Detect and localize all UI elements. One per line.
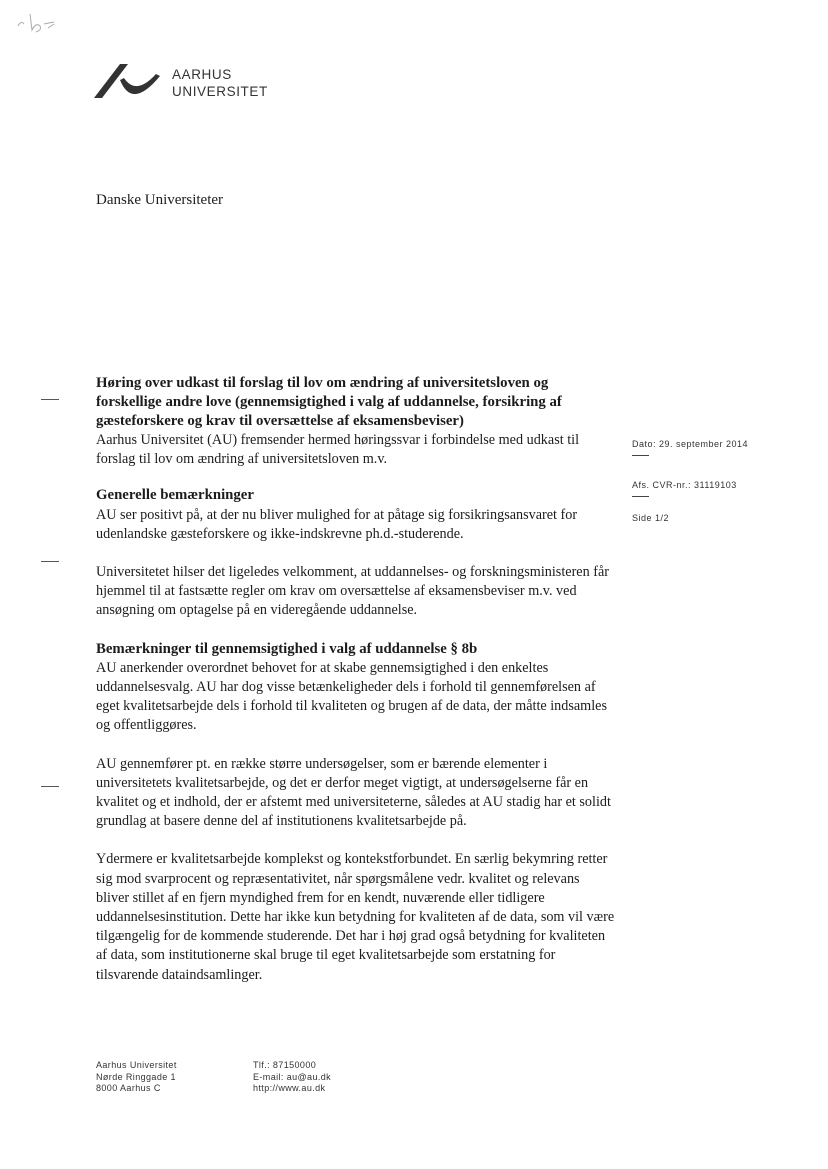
letter-body [96, 374, 616, 985]
letter-meta [632, 439, 748, 523]
au-logo-icon [94, 62, 164, 102]
scan-mark-icon [14, 8, 64, 36]
letter-title: Høring over udkast til forslag til lov om ændring af universitetsloven og forskellige andre love (gennemsigtighed i valg af uddannelse, forsikring af gæsteforskere og krav til oversættelse af eksamensbeviser) [96, 375, 562, 429]
margin-dash [41, 561, 59, 562]
intro-paragraph: Aarhus Universitet (AU) fremsender hermed høringssvar i forbindelse med udkast til forslag til lov om ændring af universitetsloven m.v. [96, 432, 580, 468]
footer-address-line: Nørde Ringgade 1 [96, 1071, 176, 1082]
section-heading-general: Generelle bemærkninger [96, 487, 254, 504]
footer-contact [253, 1060, 331, 1095]
footer-address-line: Aarhus Universitet [96, 1060, 177, 1070]
au-logo [94, 62, 294, 102]
recipient: Danske Universiteter [96, 192, 224, 208]
footer-address-line: 8000 Aarhus C [96, 1083, 161, 1093]
page-number: Side 1/2 [632, 513, 670, 523]
letter-date: Dato: 29. september 2014 [632, 439, 749, 449]
margin-dash [41, 786, 59, 787]
logo-line-2: UNIVERSITET [172, 84, 268, 99]
footer-email[interactable]: E-mail: au@au.dk [253, 1071, 332, 1082]
paragraph: Universitetet hilser det ligeledes velkomment, at uddannelses- og forskningsministeren får hjemmel til at fastsætte regler om krav om oversættelse af eksamensbeviser m.v. ved ansøgning om optagelse på en videregående uddannelse. [96, 564, 609, 619]
margin-dash [41, 399, 59, 400]
footer-address [96, 1060, 177, 1095]
logo-line-1: AARHUS [172, 67, 232, 82]
paragraph: AU gennemfører pt. en række større undersøgelser, som er bærende elementer i universitetets kvalitetsarbejde, og det er derfor meget vigtigt, at undersøgelserne får en kvalitet og et indhold, der er afstemt med universiteterne, således at AU stadig har et solidt grundlag at basere denne del af institutionens kvalitetsarbejde på. [96, 755, 611, 830]
footer-phone: Tlf.: 87150000 [253, 1060, 317, 1070]
section-heading-transparency: Bemærkninger til gennemsigtighed i valg af uddannelse § 8b [96, 640, 478, 657]
paragraph: AU ser positivt på, at der nu bliver mulighed for at påtage sig forsikringsansvaret for udenlandske gæsteforskere og ikke-indskrevne ph.d.-studerende. [96, 506, 578, 542]
cvr-number: Afs. CVR-nr.: 31119103 [632, 480, 737, 490]
paragraph: Ydermere er kvalitetsarbejde komplekst og kontekstforbundet. En særlig bekymring retter sig mod svarprocent og repræsentativitet, når spørgsmålene vedr. kvalitet og relevans bliver stillet af en fjern myndighed frem for en kendt, nuværende eller tidligere uddannelsesinstitution. Dette har ikke kun betydning for kvaliteten af de data, som vil være tilgængelig for de kommende studerende. Det har i høj grad også betydning for kvaliteten af data, som institutionerne skal bruge til eget kvalitetsarbejde som erstatning for tilsvarende dataindsamlinger. [96, 851, 615, 983]
paragraph: AU anerkender overordnet behovet for at skabe gennemsigtighed i den enkeltes uddannelsesvalg. AU har dog visse betænkeligheder dels i forhold til gennemførelsen af eget kvalitetsarbejde dels i forhold til kvaliteten og brugen af de data, der måtte indsamles og offentliggøres. [96, 659, 607, 734]
footer-website[interactable]: http://www.au.dk [253, 1083, 326, 1093]
